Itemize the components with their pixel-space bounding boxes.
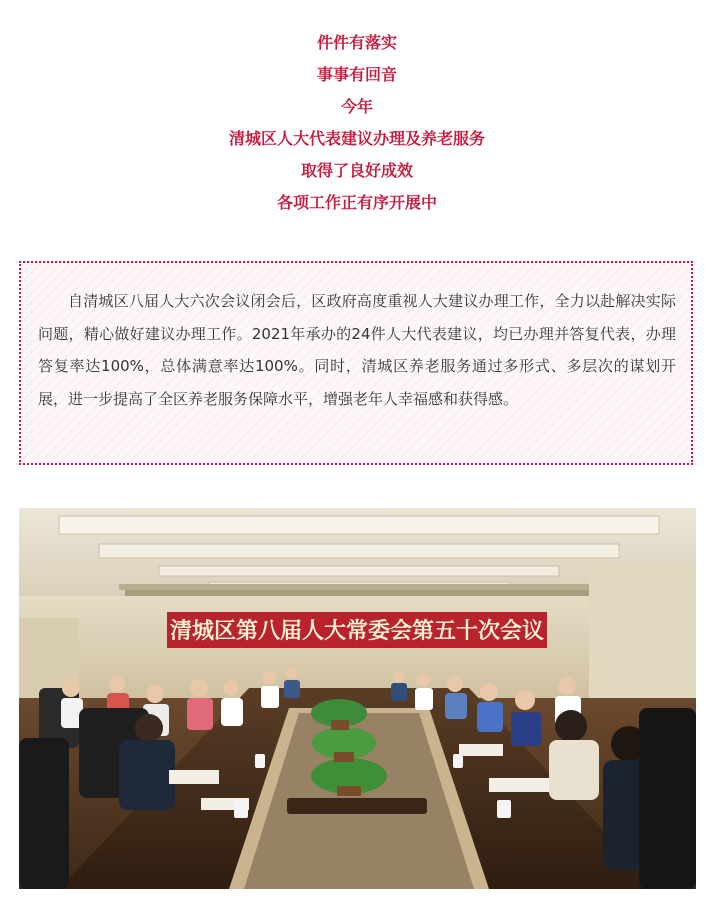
headline-block [0, 30, 714, 222]
intro-paragraph: 自清城区八届人大六次会议闭会后，区政府高度重视人大建议办理工作，全力以赴解决实际问题，精心做好建议办理工作。2021年承办的24件人大代表建议，均已办理并答复代表，办理答复率达100%，总体满意率达100%。同时，清城区养老服务通过多形式、多层次的谋划开展，进一步提高了全区养老服务保障水平，增强老年人幸福感和获得感。 [38, 292, 676, 408]
headline-line: 今年 [340, 97, 373, 116]
headline-line: 取得了良好成效 [300, 161, 413, 180]
intro-box [19, 261, 693, 465]
meeting-photo-illustration [19, 508, 696, 889]
headline-line: 各项工作正有序开展中 [276, 193, 437, 212]
meeting-photo [19, 508, 696, 889]
headline-line: 事事有回音 [316, 65, 397, 84]
meeting-banner-text: 清城区第八届人大常委会第五十次会议 [169, 618, 545, 644]
headline-line: 清城区人大代表建议办理及养老服务 [228, 129, 485, 148]
headline-line: 件件有落实 [316, 33, 397, 52]
